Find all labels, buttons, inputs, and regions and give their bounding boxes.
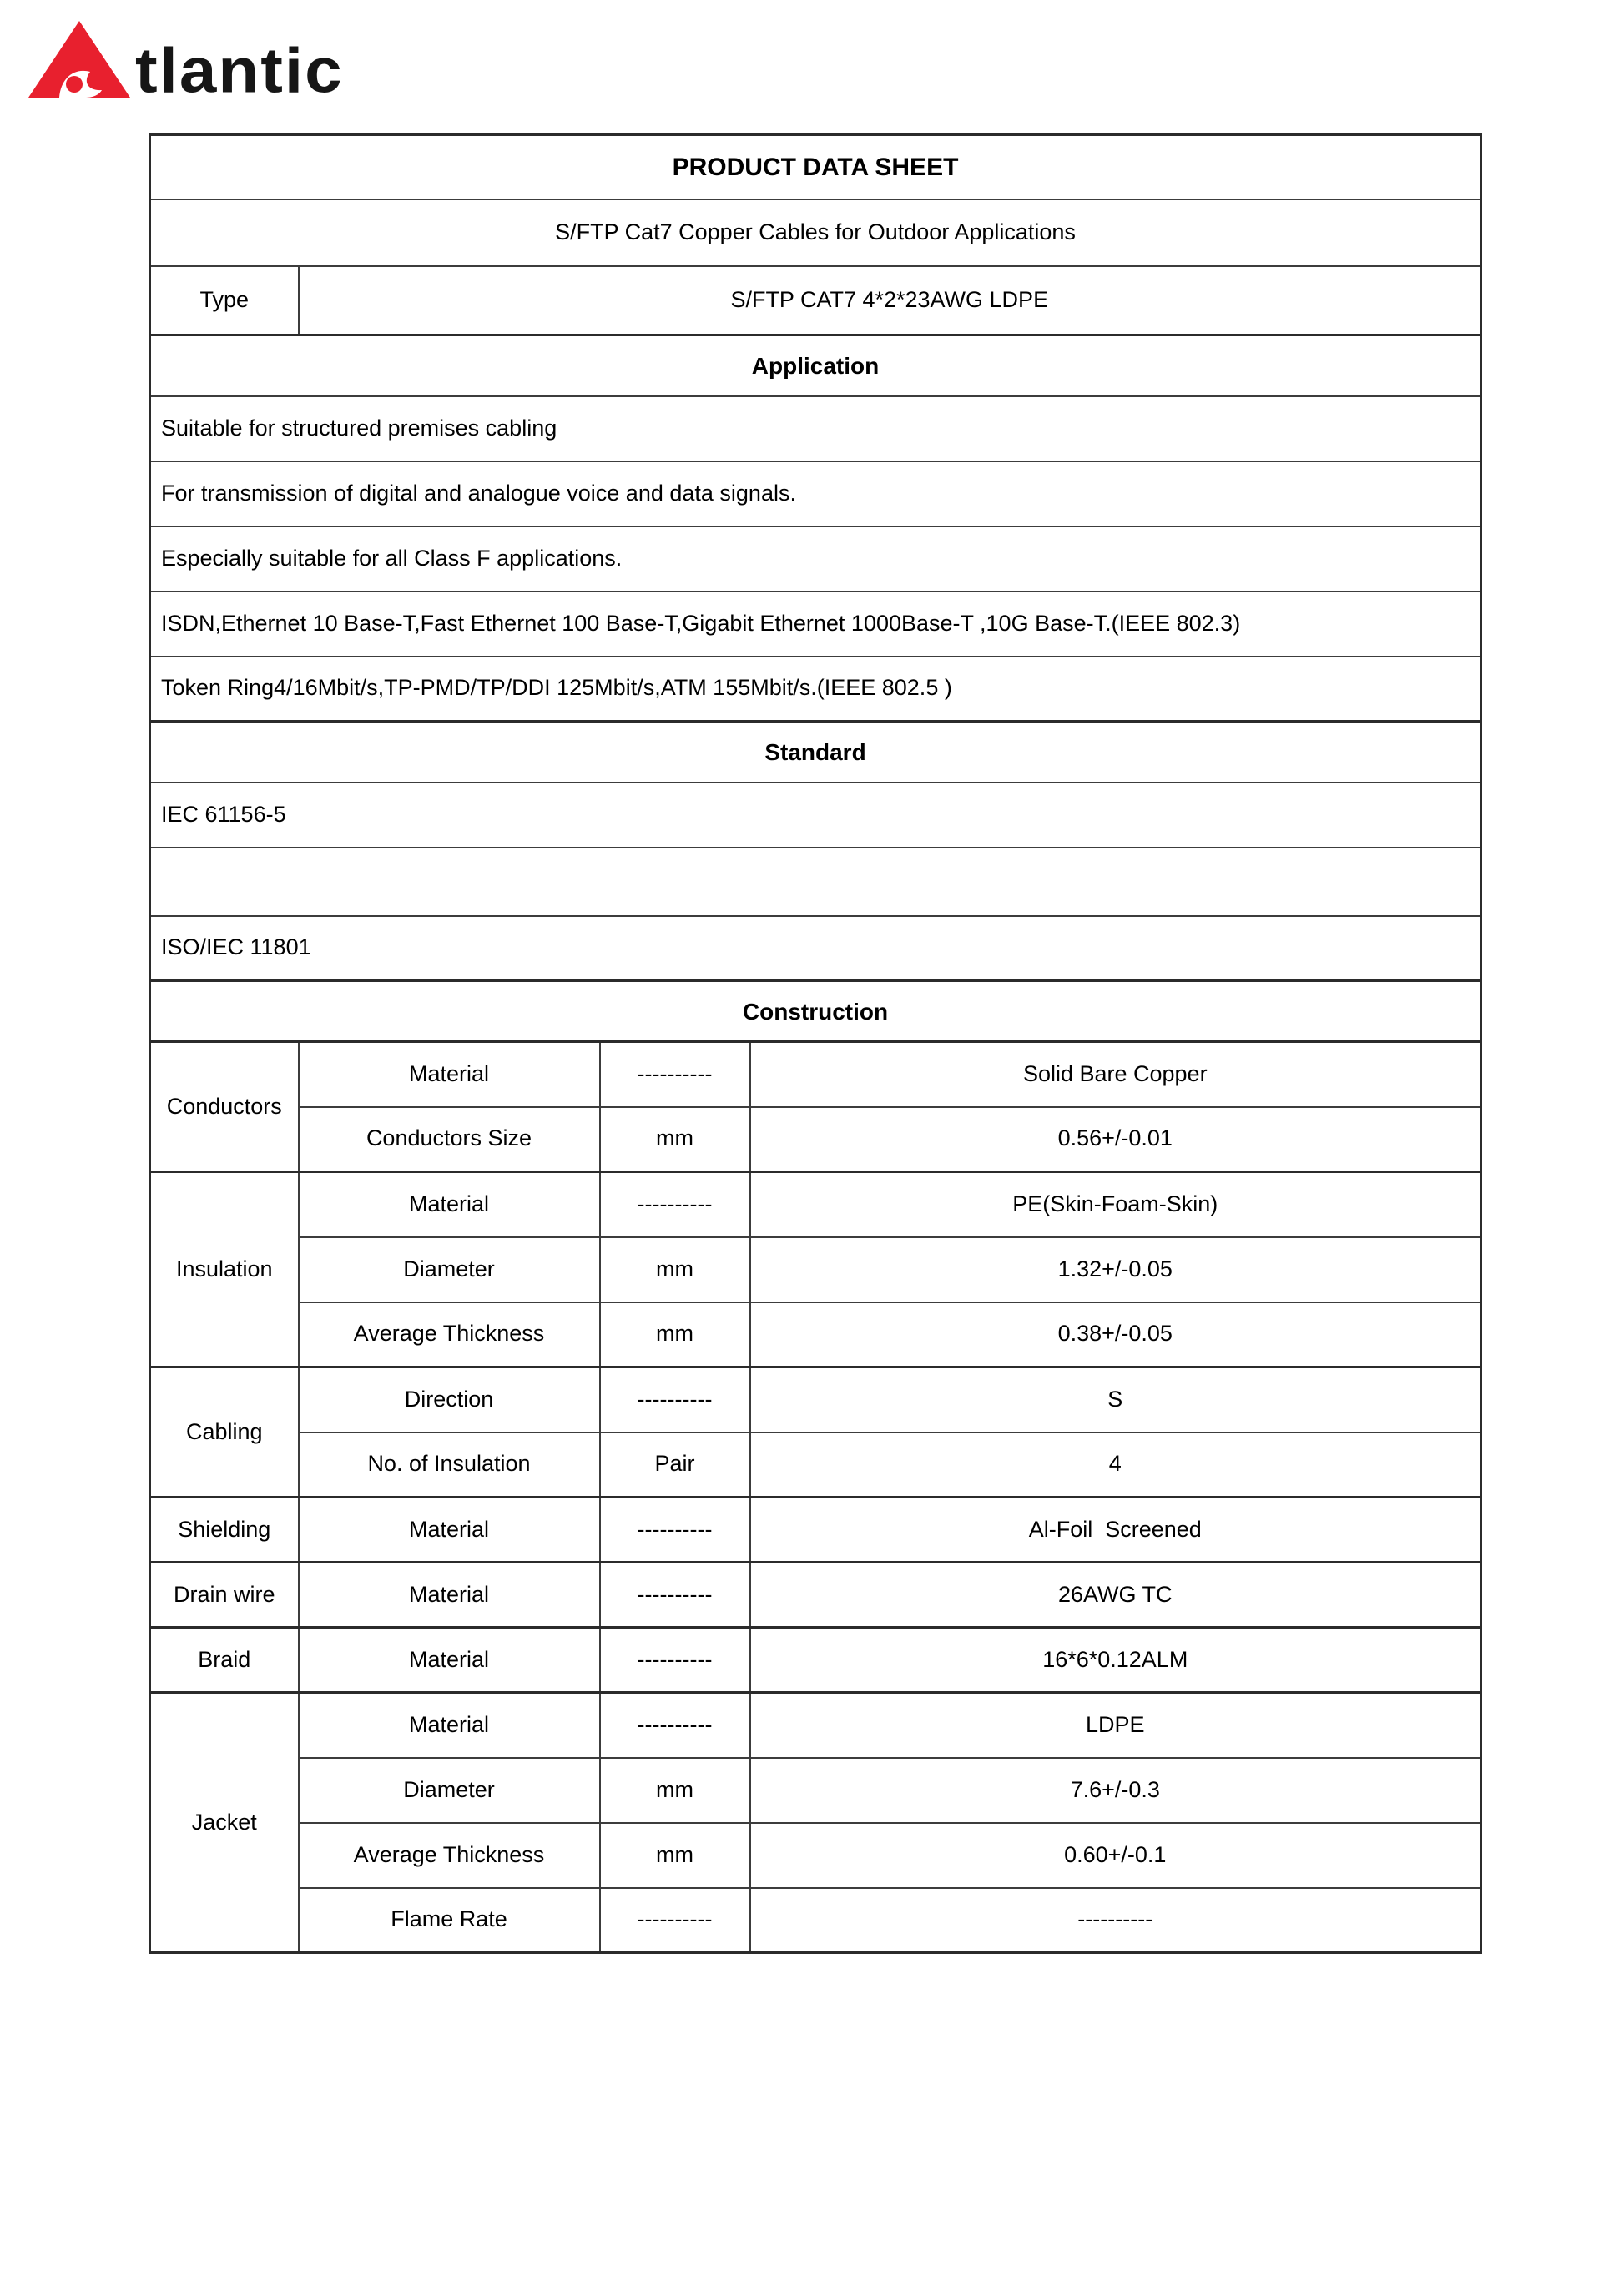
property-cell: Material (299, 1628, 600, 1693)
construction-row (150, 1237, 1481, 1302)
standard-row (150, 916, 1481, 981)
property-cell: Material (299, 1042, 600, 1107)
standard-text (150, 848, 1481, 916)
property-cell: Material (299, 1498, 600, 1563)
property-cell: Material (299, 1563, 600, 1628)
type-row (150, 266, 1481, 335)
property-cell: No. of Insulation (299, 1432, 600, 1498)
application-text: Token Ring4/16Mbit/s,TP-PMD/TP/DDI 125Mbit/s,ATM 155Mbit/s.(IEEE 802.5 ) (150, 657, 1481, 722)
type-value: S/FTP CAT7 4*2*23AWG LDPE (299, 266, 1481, 335)
application-row (150, 396, 1481, 461)
application-text: Especially suitable for all Class F applications. (150, 526, 1481, 592)
value-cell: 0.38+/-0.05 (750, 1302, 1481, 1367)
sheet-subtitle: S/FTP Cat7 Copper Cables for Outdoor Applications (150, 199, 1481, 266)
value-cell: 4 (750, 1432, 1481, 1498)
construction-row (150, 1367, 1481, 1432)
group-name-jacket: Jacket (150, 1693, 299, 1953)
property-cell: Average Thickness (299, 1823, 600, 1888)
application-text: ISDN,Ethernet 10 Base-T,Fast Ethernet 100 Base-T,Gigabit Ethernet 1000Base-T ,10G Base-T.(IEEE 802.3) (150, 592, 1481, 657)
unit-cell: mm (600, 1237, 750, 1302)
unit-cell: ---------- (600, 1563, 750, 1628)
value-cell: 7.6+/-0.3 (750, 1758, 1481, 1823)
unit-cell: mm (600, 1823, 750, 1888)
value-cell: ---------- (750, 1888, 1481, 1953)
value-cell: 16*6*0.12ALM (750, 1628, 1481, 1693)
value-cell: 0.56+/-0.01 (750, 1107, 1481, 1172)
application-header-row (150, 335, 1481, 396)
construction-row (150, 1042, 1481, 1107)
unit-cell: ---------- (600, 1628, 750, 1693)
unit-cell: mm (600, 1758, 750, 1823)
application-row (150, 592, 1481, 657)
construction-row (150, 1302, 1481, 1367)
brand-logo (27, 17, 344, 106)
application-row (150, 657, 1481, 722)
application-row (150, 461, 1481, 526)
unit-cell: ---------- (600, 1172, 750, 1237)
property-cell: Conductors Size (299, 1107, 600, 1172)
value-cell: PE(Skin-Foam-Skin) (750, 1172, 1481, 1237)
group-name-braid: Braid (150, 1628, 299, 1693)
unit-cell: ---------- (600, 1042, 750, 1107)
unit-cell: ---------- (600, 1693, 750, 1758)
application-header: Application (150, 335, 1481, 396)
group-name-shielding: Shielding (150, 1498, 299, 1563)
value-cell: 26AWG TC (750, 1563, 1481, 1628)
application-text: For transmission of digital and analogue voice and data signals. (150, 461, 1481, 526)
construction-header-row (150, 981, 1481, 1042)
unit-cell: mm (600, 1107, 750, 1172)
unit-cell: ---------- (600, 1498, 750, 1563)
value-cell: 1.32+/-0.05 (750, 1237, 1481, 1302)
group-name-insulation: Insulation (150, 1172, 299, 1367)
sheet-title: PRODUCT DATA SHEET (150, 135, 1481, 199)
standard-row-empty (150, 848, 1481, 916)
property-cell: Flame Rate (299, 1888, 600, 1953)
value-cell: Al-Foil Screened (750, 1498, 1481, 1563)
group-name-drain-wire: Drain wire (150, 1563, 299, 1628)
property-cell: Diameter (299, 1237, 600, 1302)
unit-cell: Pair (600, 1432, 750, 1498)
unit-cell: ---------- (600, 1367, 750, 1432)
unit-cell: ---------- (600, 1888, 750, 1953)
value-cell: 0.60+/-0.1 (750, 1823, 1481, 1888)
standard-text: ISO/IEC 11801 (150, 916, 1481, 981)
brand-name: tlantic (135, 34, 344, 106)
logo-triangle-flame-icon (27, 17, 132, 100)
construction-row (150, 1107, 1481, 1172)
value-cell: Solid Bare Copper (750, 1042, 1481, 1107)
title-row (150, 135, 1481, 199)
standard-text: IEC 61156-5 (150, 783, 1481, 848)
application-text: Suitable for structured premises cabling (150, 396, 1481, 461)
construction-row (150, 1758, 1481, 1823)
subtitle-row (150, 199, 1481, 266)
construction-header: Construction (150, 981, 1481, 1042)
standard-row (150, 783, 1481, 848)
value-cell: S (750, 1367, 1481, 1432)
group-name-cabling: Cabling (150, 1367, 299, 1498)
construction-row (150, 1172, 1481, 1237)
unit-cell: mm (600, 1302, 750, 1367)
construction-row (150, 1693, 1481, 1758)
group-name-conductors: Conductors (150, 1042, 299, 1172)
construction-row (150, 1498, 1481, 1563)
property-cell: Average Thickness (299, 1302, 600, 1367)
construction-row (150, 1563, 1481, 1628)
construction-row (150, 1823, 1481, 1888)
property-cell: Material (299, 1172, 600, 1237)
construction-row (150, 1628, 1481, 1693)
construction-row (150, 1888, 1481, 1953)
property-cell: Direction (299, 1367, 600, 1432)
standard-header-row (150, 722, 1481, 783)
standard-header: Standard (150, 722, 1481, 783)
property-cell: Diameter (299, 1758, 600, 1823)
value-cell: LDPE (750, 1693, 1481, 1758)
application-row (150, 526, 1481, 592)
property-cell: Material (299, 1693, 600, 1758)
construction-row (150, 1432, 1481, 1498)
product-data-sheet-table (149, 133, 1482, 1954)
type-label: Type (150, 266, 299, 335)
